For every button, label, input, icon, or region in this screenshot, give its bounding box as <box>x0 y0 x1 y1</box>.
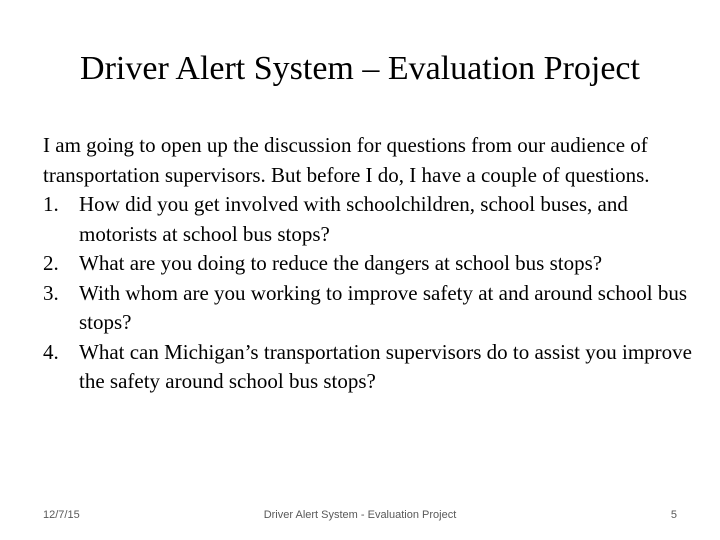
footer-date: 12/7/15 <box>43 509 80 521</box>
slide-body <box>43 131 693 397</box>
question-text: What can Michigan’s transportation supervisors do to assist you improve the safety around school bus stops? <box>79 339 692 393</box>
slide-title: Driver Alert System – Evaluation Project <box>80 50 640 87</box>
question-number: 3. <box>43 280 59 305</box>
question-number: 4. <box>43 339 59 364</box>
footer-title: Driver Alert System - Evaluation Project <box>263 509 457 521</box>
question-text: What are you doing to reduce the dangers at school bus stops? <box>79 251 603 275</box>
question-number: 2. <box>43 251 59 275</box>
question-item <box>43 249 693 279</box>
question-text: With whom are you working to improve safety at and around school bus stops? <box>79 280 688 334</box>
question-number: 1. <box>43 192 59 216</box>
question-item <box>43 190 693 249</box>
question-item <box>43 279 693 338</box>
question-text: How did you get involved with schoolchildren, school buses, and motorists at school bus stops? <box>79 192 628 246</box>
question-item <box>43 338 693 397</box>
question-list <box>43 190 693 397</box>
page-number: 5 <box>670 509 677 521</box>
intro-paragraph: I am going to open up the discussion for questions from our audience of transportation supervisors. But before I do, I have a couple of questions. <box>43 133 650 187</box>
